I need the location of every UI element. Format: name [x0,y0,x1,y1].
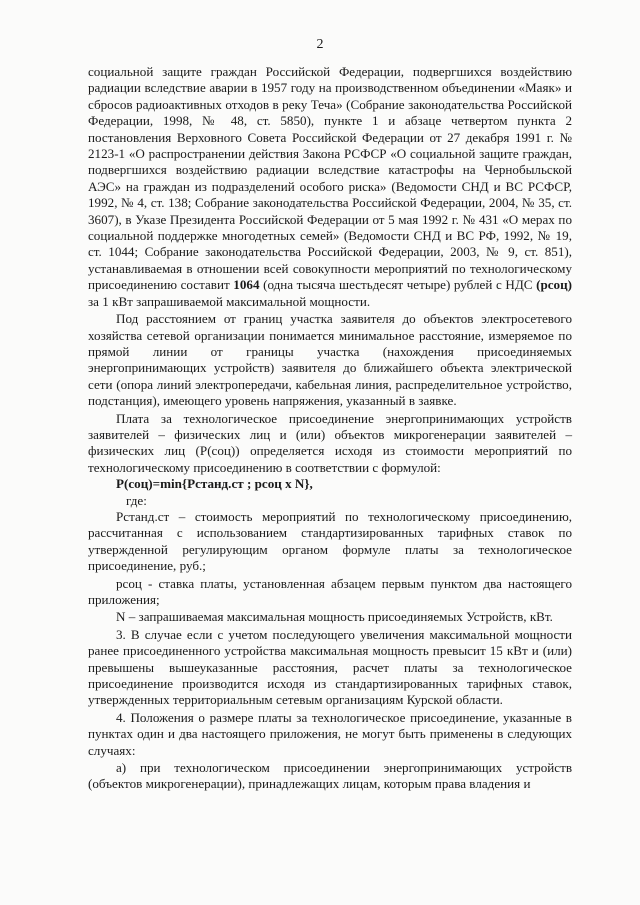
tariff-amount: 1064 [233,277,260,293]
paragraph-fee-calculation: Плата за технологическое присоединение энергопринимающих устройств заявителей – физических лиц и (или) объектов микрогенерации заявителей – физических лиц (Р(соц)) определяется исходя из стоимости мероприятий по технологическому присоединению в соответствии с формулой: [88,410,572,475]
paragraph-distance-definition: Под расстоянием от границ участка заявителя до объектов электросетевого хозяйства сетевой организации понимается минимальное расстояние, измеряемое по прямой линии от границы участка (нахождения присоединяемых энергопринимающих устройств) заявителя до ближайшего объекта электрической сети (опора линий электропередачи, кабельная линия, распределительное устройство, подстанция), имеющего уровень напряжения, указанный в заявке. [88,311,572,409]
paragraph-item-4a: а) при технологическом присоединении энергопринимающих устройств (объектов микрогенерации), принадлежащих лицам, которым права владения и [88,760,572,792]
rsoc-term: (рсоц) [536,277,572,293]
paragraph-1 [88,64,572,310]
paragraph-n-definition: N – запрашиваемая максимальная мощность присоединяемых Устройств, кВт. [116,609,553,625]
page-number: 2 [316,37,324,52]
fee-formula: Р(соц)=min{Рстанд.ст ; рсоц х N}, [116,476,313,492]
paragraph-item-3: 3. В случае если с учетом последующего увеличения максимальной мощности ранее присоединенного устройства максимальная мощность превысит 15 кВт и (или) превышены вышеуказанные расстояния, расчет платы за технологическое присоединение производится исходя из стандартизированных тарифных ставок, утвержденных территориальным сетевым организациям Курской области. [88,626,572,708]
document-body [88,64,572,793]
paragraph-1-text-a: социальной защите граждан Российской Федерации, подвергшихся воздействию радиации вследствие аварии в 1957 году на производственном объединении «Маяк» и сбросов радиоактивных отходов в реку Теча» (Собрание законодательства Российской Федерации, 1998, № 48, ст. 5850), пункте 1 и абзаце четвертом пункта 2 постановления Верховного Совета Российской Федерации от 27 декабря 1991 г. № 2123-1 «О распространении действия Закона РСФСР «О социальной защите граждан, подвергшихся воздействию радиации вследствие катастрофы на Чернобыльской АЭС» на граждан из подразделений особого риска» (Ведомости СНД и ВС РСФСР, 1992, № 4, ст. 138; Собрание законодательства Российской Федерации, 2004, № 35, ст. 3607), в Указе Президента Российской Федерации от 5 мая 1992 г. № 431 «О мерах по социальной поддержке многодетных семей» (Ведомости СНД и ВС РФ, 1992, № 19, ст. 1044; Собрание законодательства Российской Федерации, 2003, № 9, ст. 851), устанавливаемая в отношении всей совокупности мероприятий по технологическому присоединению составит [88,64,572,293]
paragraph-rstand-definition: Рстанд.ст – стоимость мероприятий по технологическому присоединению, рассчитанная с использованием стандартизированных тарифных ставок по утвержденной регулирующим органом формуле платы за технологическое присоединение, руб.; [88,508,572,574]
paragraph-1-text-b: (одна тысяча шестьдесят четыре) рублей с НДС [259,277,537,293]
paragraph-item-4: 4. Положения о размере платы за технологическое присоединение, указанные в пунктах один и два настоящего приложения, не могут быть применены в следующих случаях: [88,709,572,758]
paragraph-1-text-c: за 1 кВт запрашиваемой максимальной мощности. [88,293,371,309]
formula-where: где: [126,492,147,508]
paragraph-rsoc-definition: рсоц - ставка платы, установленная абзацем первым пунктом два настоящего приложения; [88,575,572,607]
